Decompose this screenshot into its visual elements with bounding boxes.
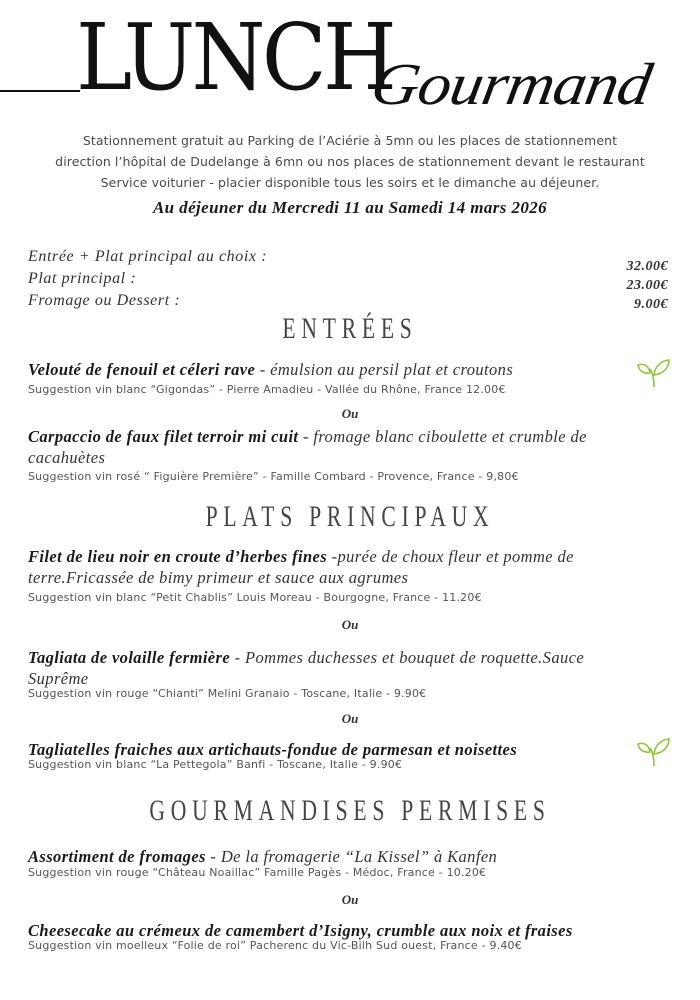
dish-description: -purée de choux fleur et pomme de terre.Fricassée de bimy primeur et sauce aux agrumes: [28, 547, 574, 587]
wine-suggestion: Suggestion vin rouge “Chianti” Melini Granaio - Toscane, Italie - 9.90€: [28, 687, 427, 700]
parking-info-line-2: direction l’hôpital de Dudelange à 6mn ou nos places de stationnement devant le restaurant: [55, 154, 645, 169]
wine-suggestion: Suggestion vin rosé “ Figuière Première” - Famille Combard - Provence, France - 9,80€: [28, 470, 519, 483]
or-separator: Ou: [341, 617, 359, 632]
dish-veloute: [28, 359, 638, 380]
wine-suggestion: Suggestion vin blanc “La Pettegola” Banfi - Toscane, Italie - 9.90€: [28, 758, 403, 771]
dish-tagliata: [28, 647, 638, 689]
title-lunch: LUNCH: [76, 4, 394, 111]
date-range: Au déjeuner du Mercredi 11 au Samedi 14 mars 2026: [152, 198, 548, 217]
section-heading-gourmandises: GOURMANDISES PERMISES: [149, 794, 551, 827]
price-value-plat: 23.00€: [626, 278, 668, 293]
dish-description: - Pommes duchesses et bouquet de roquette.Sauce Suprême: [28, 648, 585, 688]
section-heading-entrees: ENTRÉES: [282, 312, 418, 345]
dish-name: Velouté de fenouil et céleri rave: [28, 360, 256, 379]
dish-filet-lieu-noir: [28, 546, 638, 588]
leaf-icon: [636, 357, 672, 389]
price-value-fromage-dessert: 9.00€: [634, 297, 668, 312]
dish-description: - fromage blanc ciboulette et crumble de cacahuètes: [28, 427, 587, 467]
wine-suggestion: Suggestion vin rouge “Château Noaillac” Famille Pagès - Médoc, France - 10.20€: [28, 866, 487, 879]
price-label-fromage-dessert: Fromage ou Dessert :: [28, 292, 181, 309]
dish-name: Filet de lieu noir en croute d’herbes fines: [28, 547, 328, 566]
or-separator: Ou: [341, 711, 359, 726]
price-value-entree-plat: 32.00€: [626, 259, 668, 274]
or-separator: Ou: [341, 892, 359, 907]
parking-info-line-1: Stationnement gratuit au Parking de l’Aciérie à 5mn ou les places de stationnement: [82, 133, 618, 148]
section-heading-plats-principaux: PLATS PRINCIPAUX: [205, 500, 495, 533]
dish-cheesecake: [28, 920, 638, 941]
dish-name: Assortiment de fromages: [28, 847, 206, 866]
dish-carpaccio: [28, 426, 638, 468]
price-label-plat: Plat principal :: [28, 270, 137, 287]
dish-tagliatelles: [28, 739, 638, 760]
wine-suggestion: Suggestion vin moelleux “Folie de roi” Pacherenc du Vic-Bilh Sud ouest, France - 9.40€: [28, 939, 522, 952]
dish-description: - De la fromagerie “La Kissel” à Kanfen: [205, 847, 498, 866]
dish-name: Tagliata de volaille fermière: [28, 648, 231, 667]
title-gourmand: Gourmand: [366, 51, 656, 118]
dish-fromages: [28, 846, 638, 867]
dish-name: Cheesecake au crémeux de camembert d’Isigny, crumble aux noix et fraises: [28, 921, 573, 940]
title-underline-rule: [0, 90, 80, 92]
or-separator: Ou: [341, 406, 359, 421]
valet-info-line: Service voiturier - placier disponible tous les soirs et le dimanche au déjeuner.: [100, 175, 600, 190]
dish-name: Tagliatelles fraiches aux artichauts-fondue de parmesan et noisettes: [28, 740, 518, 759]
dish-description: - émulsion au persil plat et croutons: [255, 360, 514, 379]
leaf-icon: [636, 736, 672, 768]
wine-suggestion: Suggestion vin blanc “Petit Chablis” Louis Moreau - Bourgogne, France - 11.20€: [28, 591, 482, 604]
wine-suggestion: Suggestion vin blanc “Gigondas” - Pierre Amadieu - Vallée du Rhône, France 12.00€: [28, 383, 506, 396]
price-label-entree-plat: Entrée + Plat principal au choix :: [28, 248, 268, 265]
dish-name: Carpaccio de faux filet terroir mi cuit: [28, 427, 299, 446]
